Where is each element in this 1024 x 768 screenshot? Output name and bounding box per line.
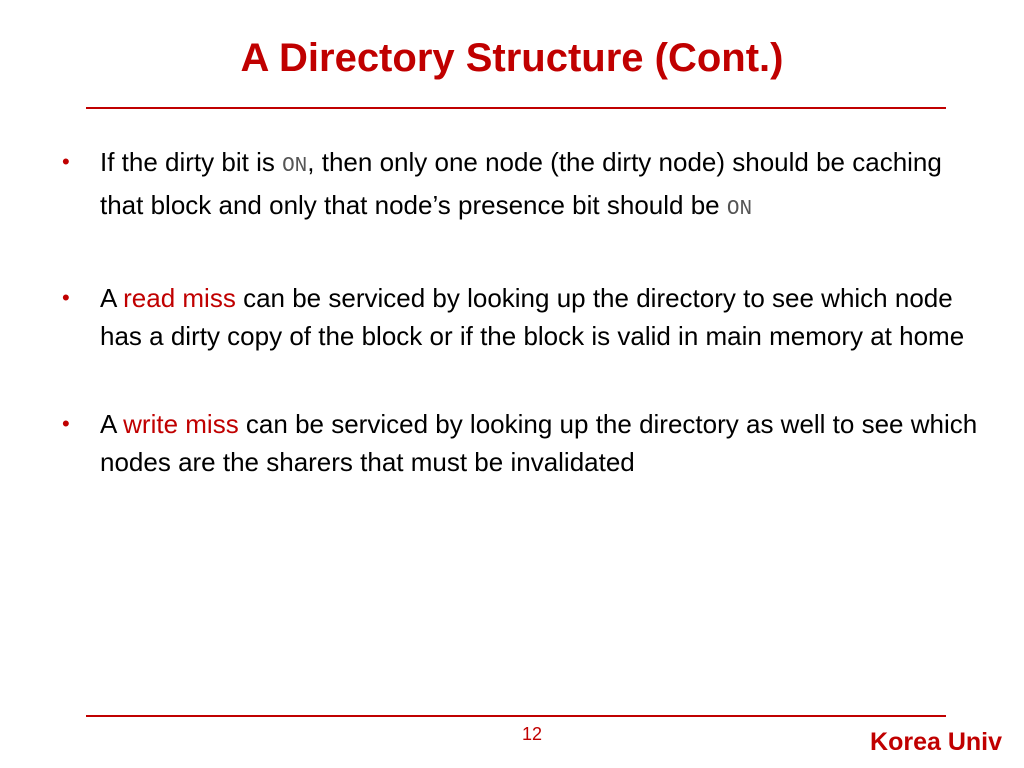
code-term: ON	[282, 155, 308, 178]
highlighted-term: write miss	[123, 409, 239, 439]
bullet-text: A	[100, 409, 124, 439]
bullet-marker: •	[62, 149, 70, 174]
bullet-text: A	[100, 283, 124, 313]
slide-title: A Directory Structure (Cont.)	[240, 36, 784, 80]
bullet-text: can be serviced by looking up the directory to see which node has a dirty copy of the block or if the block is valid in main memory at home	[100, 283, 965, 351]
bullet-marker: •	[62, 285, 70, 310]
highlighted-term: read miss	[123, 283, 236, 313]
page-number: 12	[521, 724, 543, 744]
title-divider	[86, 107, 946, 109]
bullet-text: , then only one node (the dirty node) should be caching that block and only that node’s presence bit should be	[100, 147, 942, 220]
footer-divider	[86, 715, 946, 717]
bullet-text: can be serviced by looking up the directory as well to see which nodes are the sharers that must be invalidated	[100, 409, 978, 477]
bullet-list	[62, 143, 982, 531]
code-term: ON	[726, 198, 753, 221]
bullet-item-dirty-bit	[62, 143, 982, 229]
footer-brand: Korea Univ	[870, 728, 1002, 756]
bullet-item-read-miss	[62, 279, 982, 355]
bullet-text: If the dirty bit is	[100, 147, 283, 177]
bullet-item-write-miss	[62, 405, 982, 481]
bullet-marker: •	[62, 411, 70, 436]
